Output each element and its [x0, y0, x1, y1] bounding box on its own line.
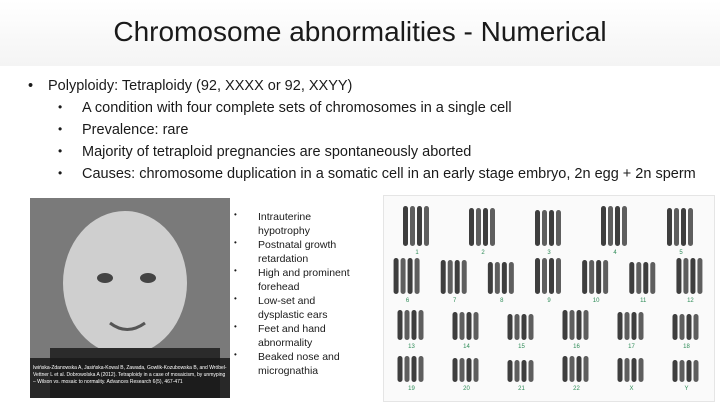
chromosome	[508, 360, 513, 382]
chromosome	[460, 358, 465, 382]
symptom-text: Intrauterine hypotrophy	[258, 211, 312, 237]
chromosome	[680, 360, 685, 382]
chromosome-label: 7	[453, 298, 457, 304]
chromosome	[462, 260, 467, 294]
chromosome	[556, 258, 561, 294]
chromosome	[697, 258, 702, 294]
chromosome	[603, 260, 608, 294]
chromosome	[424, 206, 429, 246]
chromosome	[398, 310, 403, 340]
bullet-icon: •	[234, 294, 237, 303]
chromosome	[596, 260, 601, 294]
chromosome-label: 1	[415, 250, 419, 256]
chromosome	[615, 206, 620, 246]
bullet-icon: •	[58, 166, 63, 180]
chromosome	[542, 258, 547, 294]
chromosome	[584, 356, 589, 382]
chromosome-label: 12	[687, 298, 694, 304]
symptom-text: High and prominent forehead	[258, 267, 350, 293]
chromosome	[398, 356, 403, 382]
chromosome	[639, 312, 644, 340]
chromosome-label: 8	[500, 298, 504, 304]
chromosome	[680, 314, 685, 340]
chromosome-label: 21	[518, 386, 525, 392]
bullet-icon: •	[58, 122, 63, 136]
chromosome	[570, 356, 575, 382]
main-bullet: Polyploidy: Tetraploidy (92, XXXX or 92, XXYY)	[48, 78, 353, 94]
chromosome-label: 13	[408, 344, 415, 350]
chromosome	[474, 358, 479, 382]
symptom-text: Beaked nose and micrognathia	[258, 351, 340, 377]
symptom-text: Feet and hand abnormality	[258, 323, 326, 349]
chromosome-label: 15	[518, 344, 525, 350]
chromosome	[650, 262, 655, 294]
chromosome	[529, 360, 534, 382]
sub-bullet-text: Majority of tetraploid pregnancies are spontaneously aborted	[82, 144, 472, 160]
chromosome	[618, 312, 623, 340]
chromosome-label: 11	[640, 298, 647, 304]
chromosome	[474, 312, 479, 340]
bullet-icon: •	[234, 210, 237, 219]
symptom-item	[234, 238, 364, 266]
chromosome	[582, 260, 587, 294]
chromosome	[476, 208, 481, 246]
bullet-icon: •	[234, 266, 237, 275]
chromosome	[415, 258, 420, 294]
symptom-list	[234, 210, 364, 378]
chromosome	[515, 360, 520, 382]
symptom-item	[234, 350, 364, 378]
bullet-icon: •	[28, 78, 34, 94]
chromosome-label: 14	[463, 344, 470, 350]
bullet-icon: •	[234, 322, 237, 331]
chromosome	[467, 358, 472, 382]
chromosome	[460, 312, 465, 340]
chromosome	[687, 314, 692, 340]
chromosome-label: 9	[547, 298, 551, 304]
chromosome-label: 6	[405, 298, 410, 304]
chromosome	[549, 210, 554, 246]
chromosome	[412, 356, 417, 382]
karyotype-image	[383, 195, 715, 402]
chromosome	[688, 208, 693, 246]
karyotype-illustration	[384, 196, 714, 401]
chromosome	[549, 258, 554, 294]
chromosome-label: Y	[684, 386, 689, 392]
chromosome	[522, 360, 527, 382]
chromosome	[556, 210, 561, 246]
chromosome-label: 17	[628, 344, 635, 350]
chromosome	[563, 310, 568, 340]
chromosome	[441, 260, 446, 294]
symptom-item	[234, 322, 364, 350]
chromosome-label: 20	[463, 386, 470, 392]
chromosome	[508, 314, 513, 340]
chromosome	[419, 310, 424, 340]
chromosome	[673, 360, 678, 382]
chromosome	[535, 258, 540, 294]
chromosome	[608, 206, 613, 246]
symptom-item	[234, 294, 364, 322]
chromosome	[589, 260, 594, 294]
chromosome	[542, 210, 547, 246]
chromosome	[502, 262, 507, 294]
chromosome	[563, 356, 568, 382]
chromosome-label: 3	[547, 250, 551, 256]
chromosome-label: 19	[408, 386, 415, 392]
chromosome	[584, 310, 589, 340]
chromosome	[676, 258, 681, 294]
chromosome	[694, 360, 699, 382]
chromosome	[687, 360, 692, 382]
chromosome	[453, 312, 458, 340]
chromosome-label: 10	[592, 298, 600, 304]
chromosome	[636, 262, 641, 294]
chromosome	[694, 314, 699, 340]
chromosome	[601, 206, 606, 246]
chromosome	[405, 310, 410, 340]
chromosome	[403, 206, 408, 246]
chromosome	[681, 208, 686, 246]
chromosome	[577, 356, 582, 382]
chromosome	[490, 208, 495, 246]
chromosome	[410, 206, 415, 246]
chromosome	[632, 358, 637, 382]
chromosome	[629, 262, 634, 294]
chromosome	[417, 206, 422, 246]
chromosome	[625, 358, 630, 382]
chromosome-label: 4	[613, 250, 617, 256]
chromosome	[412, 310, 417, 340]
chromosome	[622, 206, 627, 246]
chromosome	[488, 262, 493, 294]
chromosome-label: 16	[573, 344, 580, 350]
bullet-icon: •	[234, 238, 237, 247]
bullet-icon: •	[58, 100, 63, 114]
chromosome	[455, 260, 460, 294]
chromosome	[408, 258, 413, 294]
chromosome-label: 22	[573, 386, 580, 392]
photo-citation: Iwińska-Zdanowska A, Jasińska-Kowal B, Zawada, Gowlik-Kozubowska B, and Wróbel-Vettner L et al. Dobrowolska A (2012). Tetraploidy in a case of mosaicism, by unmyping – Wilson vs. mosaic to normality. Advances Research 6(5), 467-471	[33, 365, 227, 385]
symptom-text: Postnatal growth retardation	[258, 239, 337, 265]
chromosome	[529, 314, 534, 340]
chromosome-label: X	[629, 386, 634, 392]
chromosome	[683, 258, 688, 294]
chromosome	[667, 208, 672, 246]
chromosome	[448, 260, 453, 294]
chromosome	[674, 208, 679, 246]
chromosome	[618, 358, 623, 382]
chromosome	[405, 356, 410, 382]
chromosome	[515, 314, 520, 340]
chromosome	[643, 262, 648, 294]
chromosome	[467, 312, 472, 340]
chromosome	[453, 358, 458, 382]
sub-bullet-text: A condition with four complete sets of chromosomes in a single cell	[82, 100, 512, 116]
chromosome-label: 5	[679, 250, 683, 256]
sub-bullet-text: Causes: chromosome duplication in a somatic cell in an early stage embryo, 2n egg + 2n sperm	[82, 166, 696, 182]
chromosome	[509, 262, 514, 294]
chromosome	[419, 356, 424, 382]
symptom-item	[234, 210, 364, 238]
chromosome	[577, 310, 582, 340]
chromosome	[401, 258, 406, 294]
symptom-text: Low-set and dysplastic ears	[258, 295, 328, 321]
chromosome	[639, 358, 644, 382]
chromosome	[570, 310, 575, 340]
chromosome	[690, 258, 695, 294]
bullet-icon: •	[58, 144, 63, 158]
chromosome	[625, 312, 630, 340]
chromosome	[394, 258, 399, 294]
chromosome	[495, 262, 500, 294]
bullet-icon: •	[234, 350, 237, 359]
chromosome	[673, 314, 678, 340]
chromosome	[522, 314, 527, 340]
chromosome-label: 18	[683, 344, 690, 350]
chromosome	[483, 208, 488, 246]
chromosome-label: 2	[481, 250, 485, 256]
chromosome	[535, 210, 540, 246]
chromosome	[469, 208, 474, 246]
chromosome	[632, 312, 637, 340]
symptom-item	[234, 266, 364, 294]
sub-bullet-text: Prevalence: rare	[82, 122, 189, 138]
slide-title: Chromosome abnormalities - Numerical	[113, 16, 607, 47]
